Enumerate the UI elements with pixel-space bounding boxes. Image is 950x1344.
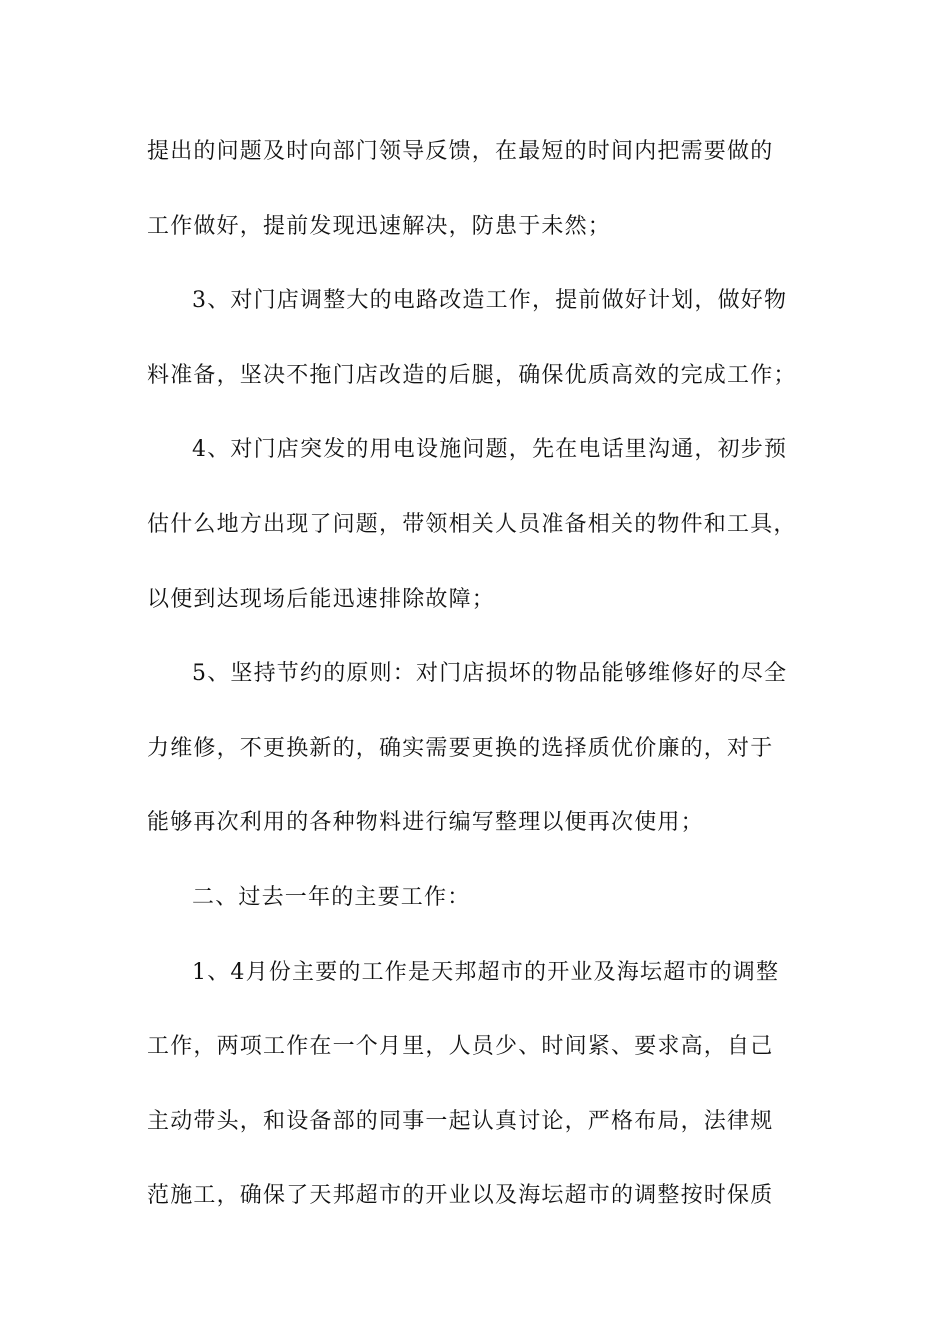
text-line-3: 3、对门店调整大的电路改造工作，提前做好计划，做好物	[192, 288, 788, 314]
text-line-1: 提出的问题及时向部门领导反馈，在最短的时间内把需要做的	[147, 139, 774, 164]
text-line-6: 估什么地方出现了问题，带领相关人员准备相关的物件和工具，	[147, 511, 797, 537]
section-heading: 二、过去一年的主要工作：	[192, 884, 471, 910]
text-line-10: 能够再次利用的各种物料进行编写整理以便再次使用；	[147, 810, 704, 836]
text-line-7: 以便到达现场后能迅速排除故障；	[147, 586, 496, 612]
text-line-4: 料准备，坚决不拖门店改造的后腿，确保优质高效的完成工作；	[147, 362, 797, 388]
text-line-14: 主动带头，和设备部的同事一起认真讨论，严格布局，法律规	[147, 1108, 774, 1134]
text-line-2: 工作做好，提前发现迅速解决，防患于未然；	[147, 213, 612, 239]
text-line-9: 力维修，不更换新的，确实需要更换的选择质优价廉的，对于	[147, 735, 774, 761]
text-line-12: 1、4月份主要的工作是天邦超市的开业及海坛超市的调整	[192, 959, 780, 985]
text-line-13: 工作，两项工作在一个月里，人员少、时间紧、要求高，自己	[147, 1034, 774, 1060]
text-line-5: 4、对门店突发的用电设施问题，先在电话里沟通，初步预	[192, 437, 788, 463]
document-body	[147, 129, 807, 1248]
text-line-15: 范施工，确保了天邦超市的开业以及海坛超市的调整按时保质	[147, 1183, 774, 1209]
text-line-8: 5、坚持节约的原则：对门店损坏的物品能够维修好的尽全	[192, 661, 788, 687]
